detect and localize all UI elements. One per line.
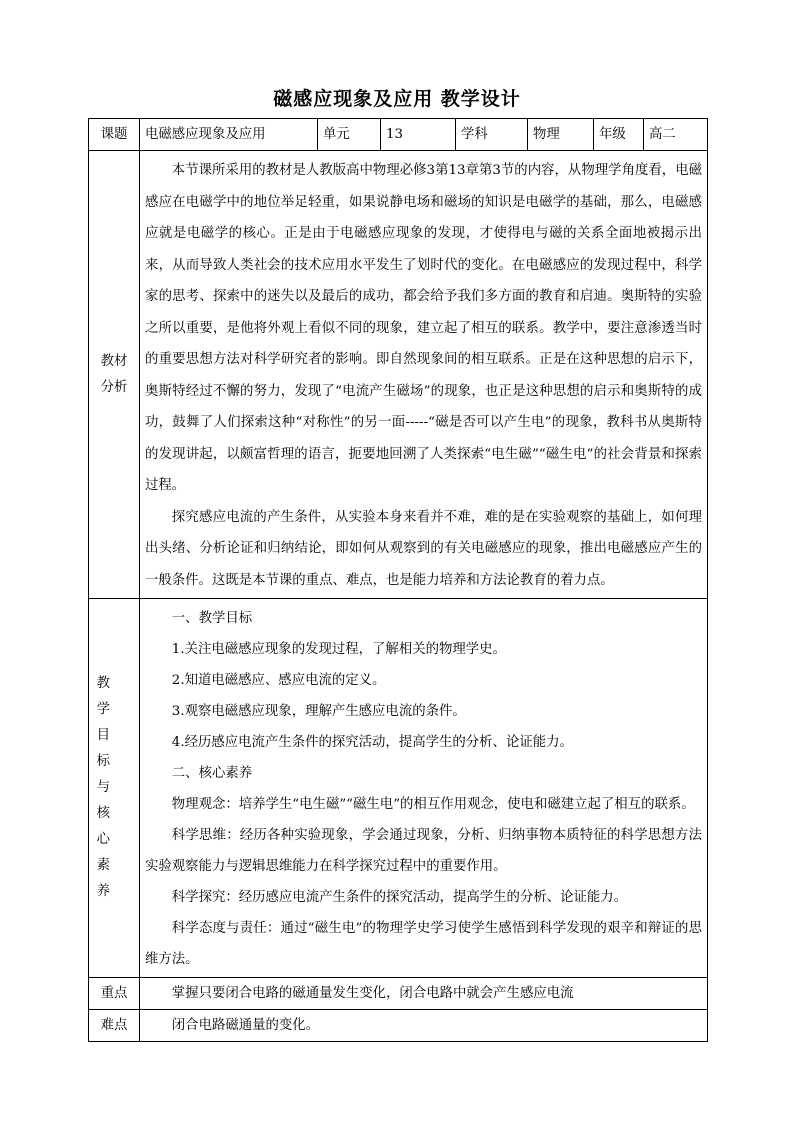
objectives-line: 4.经历感应电流产生条件的探究活动，提高学生的分析、论证能力。 <box>171 735 573 750</box>
objectives-line: 科学思维：经历各种实验现象，学会通过现象，分析、归纳事物本质特征的科学思想方法实验观察能力与逻辑思维能力在科学探究过程中的重要作用。 <box>145 828 702 874</box>
grade-label: 年级 <box>594 119 644 151</box>
objectives-line: 物理观念：培养学生“电生磁”“磁生电”的相互作用观念，使电和磁建立起了相互的联系。 <box>171 797 695 812</box>
key-point-row <box>89 978 708 1010</box>
objectives-line: 2.知道电磁感应、感应电流的定义。 <box>171 673 386 688</box>
unit-label: 单元 <box>318 119 381 151</box>
document-title: 磁感应现象及应用 教学设计 <box>273 88 521 110</box>
objectives-label: 教学目标与核心素养 <box>89 599 140 978</box>
objectives-line: 科学态度与责任：通过“磁生电”的物理学史学习使学生感悟到科学发现的艰辛和辩证的思维方法。 <box>145 921 702 967</box>
subject-label: 学科 <box>456 119 528 151</box>
lesson-design-table <box>88 118 708 1042</box>
objectives-line: 1.关注电磁感应现象的发现过程，了解相关的物理学史。 <box>171 642 506 657</box>
topic-label: 课题 <box>89 119 140 151</box>
objectives-line: 3.观察电磁感应现象，理解产生感应电流的条件。 <box>171 704 466 719</box>
header-row <box>89 119 708 151</box>
analysis-paragraph-1: 本节课所采用的教材是人教版高中物理必修3第13章第3节的内容，从物理学角度看，电磁感应在电磁学中的地位举足轻重，如果说静电场和磁场的知识是电磁学的基础，那么，电磁感应就是电磁学的核心。正是由于电磁感应现象的发现，才使得电与磁的关系全面地被揭示出来，从而导致人类社会的技术应用水平发生了划时代的变化。在电磁感应的发现过程中，科学家的思考、探索中的迷失以及最后的成功，都会给予我们多方面的教育和启迪。奥斯特的实验之所以重要，是他将外观上看似不同的现象，建立起了相互的联系。教学中，要注意渗透当时的重要思想方法对科学研究者的影响。即自然现象间的相互联系。正是在这种思想的启示下，奥斯特经过不懈的努力，发现了“电流产生磁场”的现象，也正是这种思想的启示和奥斯特的成功，鼓舞了人们探索这种“对称性”的另一面-----“磁是否可以产生电”的现象，教科书从奥斯特的发现讲起，以颇富哲理的语言，扼要地回溯了人类探索“电生磁”“磁生电”的社会背景和探索过程。 <box>145 163 702 493</box>
key-point-text: 掌握只要闭合电路的磁通量发生变化，闭合电路中就会产生感应电流 <box>171 986 574 1001</box>
objectives-line: 一、教学目标 <box>171 611 253 626</box>
objectives-line: 科学探究：经历感应电流产生条件的探究活动，提高学生的分析、论证能力。 <box>171 890 628 905</box>
key-point-content <box>140 978 708 1010</box>
analysis-paragraph-2: 探究感应电流的产生条件，从实验本身来看并不难，难的是在实验观察的基础上，如何理出头绪、分析论证和归纳结论，即如何从观察到的有关电磁感应的现象，推出电磁感应产生的一般条件。这既是本节课的重点、难点，也是能力培养和方法论教育的着力点。 <box>145 509 702 588</box>
analysis-label: 教材分析 <box>89 151 140 599</box>
grade-value: 高二 <box>644 119 708 151</box>
key-point-label: 重点 <box>89 978 140 1010</box>
unit-value: 13 <box>381 119 456 151</box>
analysis-row <box>89 151 708 599</box>
difficulty-row <box>89 1010 708 1042</box>
difficulty-content <box>140 1010 708 1042</box>
difficulty-text: 闭合电路磁通量的变化。 <box>171 1018 320 1033</box>
topic-value: 电磁感应现象及应用 <box>140 119 318 151</box>
objectives-row <box>89 599 708 978</box>
subject-value: 物理 <box>528 119 594 151</box>
objectives-line: 二、核心素养 <box>171 766 253 781</box>
objectives-content <box>140 599 708 978</box>
difficulty-label: 难点 <box>89 1010 140 1042</box>
analysis-content <box>140 151 708 599</box>
